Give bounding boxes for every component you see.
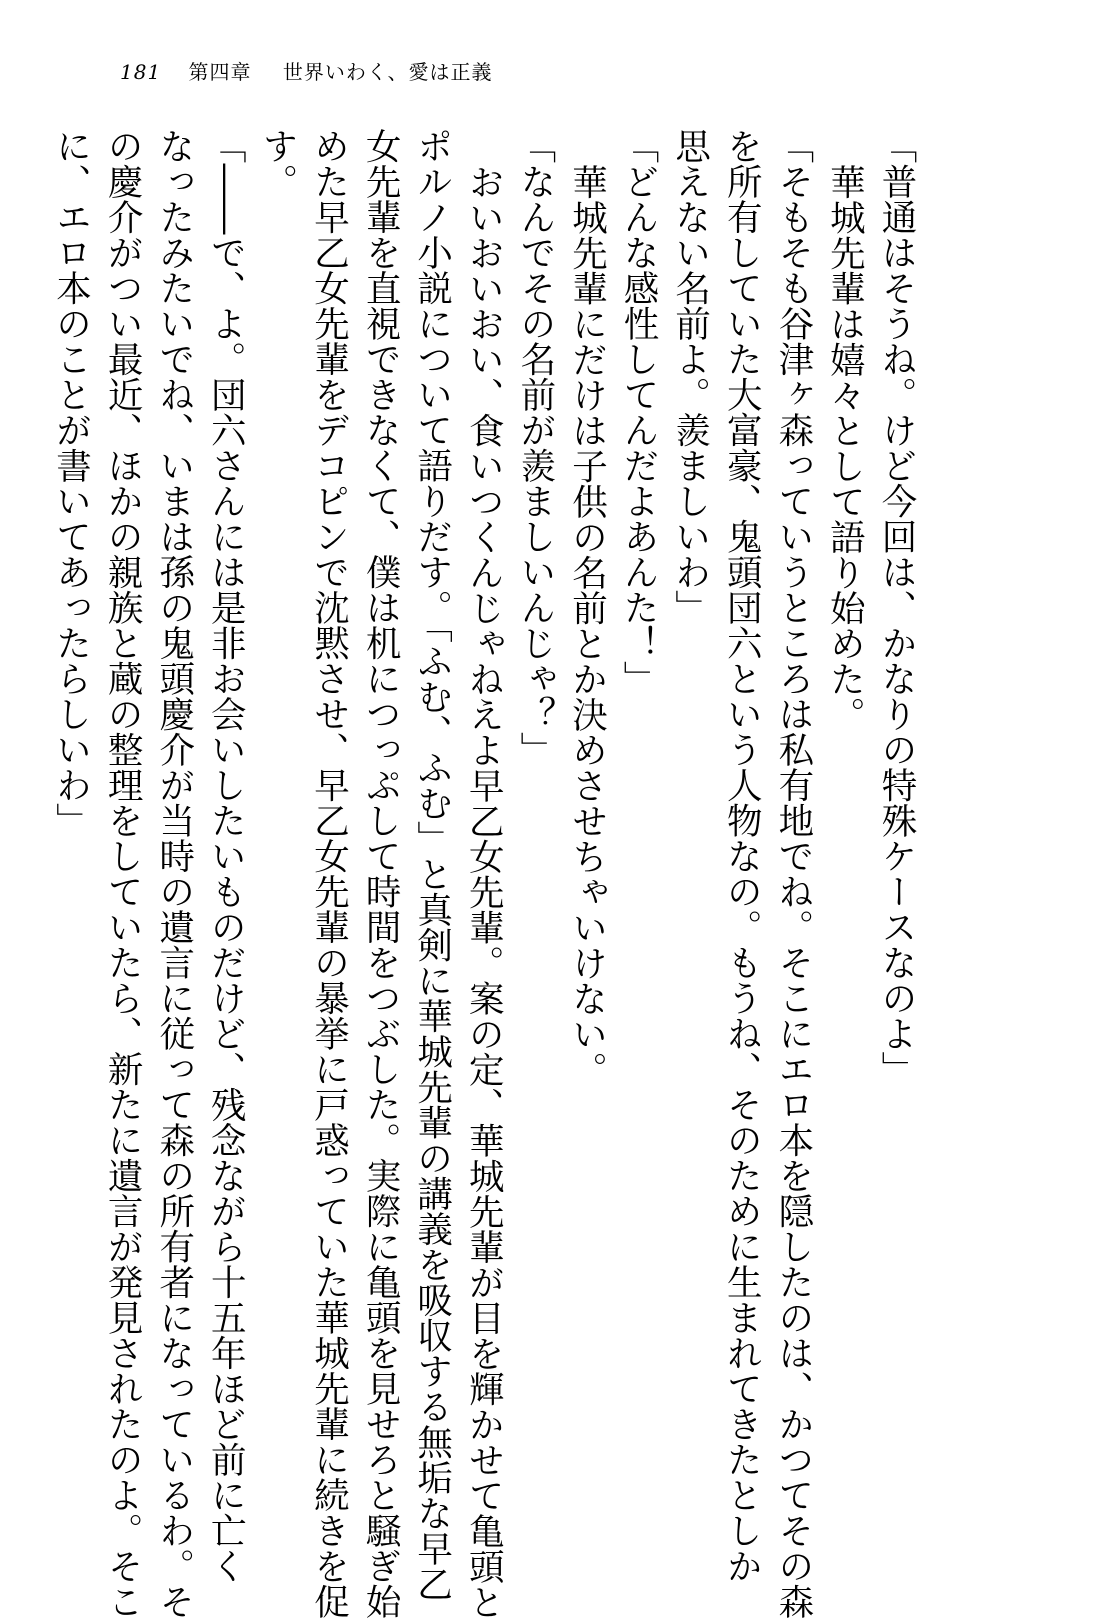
running-header (120, 56, 493, 85)
text-line: を所有していた大富豪、鬼頭団六という人物なの。もうね、そのために生まれてきたとしか (721, 128, 763, 1584)
text-line: 「――で、よ。団六さんには是非お会いしたいものだけど、残念ながら十五年ほど前に亡く (205, 128, 247, 1584)
text-line: の慶介がつい最近、ほかの親族と蔵の整理をしていたら、新たに遺言が発見されたのよ。そこ (102, 128, 144, 1619)
text-line: なったみたいでね、いまは孫の鬼頭慶介が当時の遺言に従って森の所有者になっているわ。そ (153, 128, 195, 1619)
text-line: おいおいおい、食いつくんじゃねえよ早乙女先輩。案の定、華城先輩が目を輝かせて亀頭と (463, 163, 505, 1619)
text-line: 思えない名前よ。羨ましいわ」 (669, 128, 711, 625)
text-line: 華城先輩にだけは子供の名前とか決めさせちゃいけない。 (566, 163, 608, 1087)
text-line: 女先輩を直視できなくて、僕は机につっぷして時間をつぶした。実際に亀頭を見せろと騒ぎ始 (360, 128, 402, 1619)
text-line: に、エロ本のことが書いてあったらしいわ」 (50, 128, 92, 838)
text-line: 「なんでその名前が羨ましいんじゃ？」 (514, 128, 556, 767)
page-number: 181 (120, 60, 162, 84)
text-line: す。 (256, 128, 298, 199)
text-line: めた早乙女先輩をデコピンで沈黙させ、早乙女先輩の暴挙に戸惑っていた華城先輩に続きを促 (308, 128, 350, 1619)
vertical-text-body (50, 128, 922, 1619)
chapter-title: 世界いわく、愛は正義 (282, 60, 493, 84)
text-line: 「どんな感性してんだよあんた！」 (618, 128, 660, 696)
text-line: 華城先輩は嬉々として語り始めた。 (824, 163, 866, 732)
text-line: 「普通はそうね。けど今回は、かなりの特殊ケースなのよ」 (876, 128, 917, 1087)
text-line: ポルノ小説について語りだす。「ふむ、ふむ」と真剣に華城先輩の講義を吸収する無垢な早乙 (411, 128, 453, 1602)
chapter-label: 第四章 (188, 60, 252, 84)
text-line: 「そもそも谷津ヶ森っていうところは私有地でね。そこにエロ本を隠したのは、かつてその森 (772, 128, 814, 1619)
